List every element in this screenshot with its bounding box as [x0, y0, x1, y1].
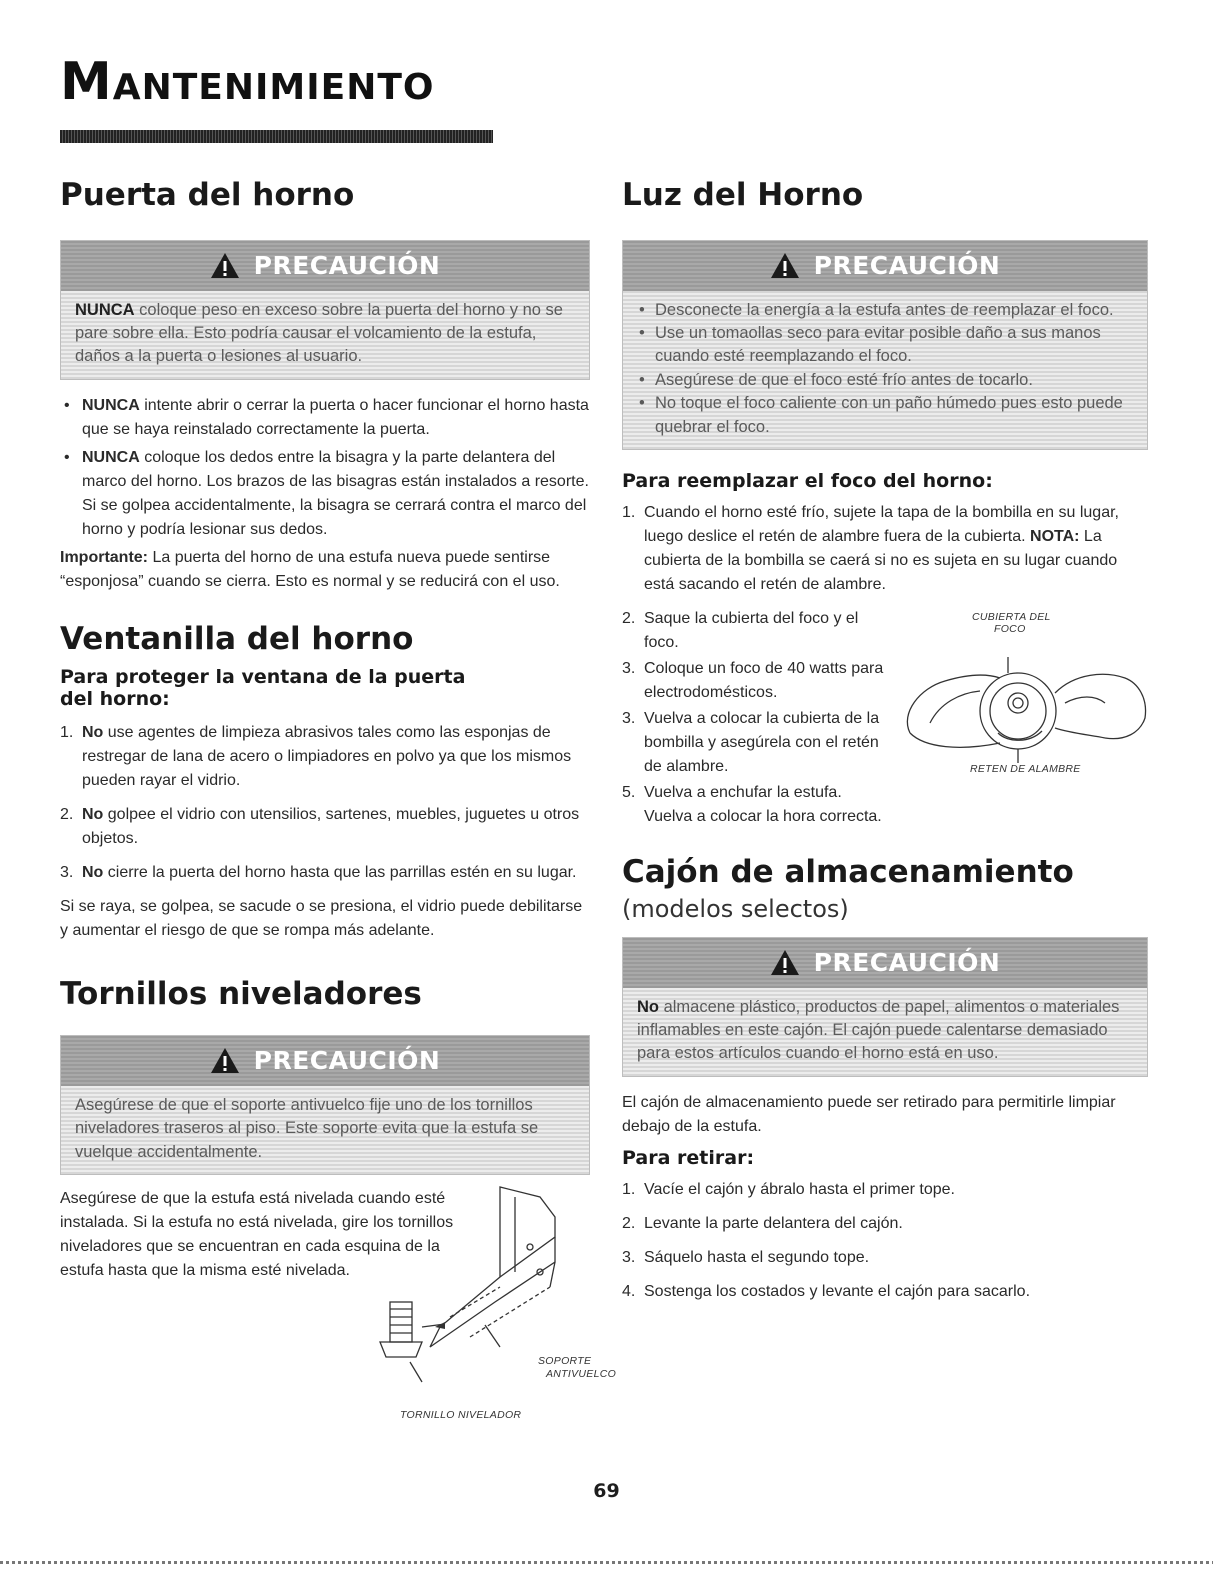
- step-text: golpee el vidrio con utensilios, sartenes, muebles, juguetes u otros objetos.: [82, 806, 580, 848]
- label-bulb-cover-line-2: FOCO: [994, 623, 1026, 636]
- step-text: Sostenga los costados y levante el cajón para sacarlo.: [644, 1282, 1031, 1300]
- step-lead: No: [82, 864, 104, 882]
- step-text: use agentes de limpieza abrasivos tales como las esponjas de restregar de lana de acero o limpiadores en polvo ya que los mismos pueden rayar el vidrio.: [82, 724, 572, 790]
- caution-label: PRECAUCIÓN: [813, 251, 1001, 281]
- cajon-subtitle: (modelos selectos): [622, 894, 849, 923]
- note-text: La puerta del horno de una estufa nueva puede sentirse “esponjosa” cuando se cierra. Esto es normal y se reducirá con el uso.: [60, 548, 560, 590]
- caution-label: PRECAUCIÓN: [253, 251, 441, 281]
- step-text: Coloque un foco de 40 watts para electrodomésticos.: [644, 659, 884, 701]
- left-column: [60, 177, 617, 1422]
- list-item: [60, 721, 590, 793]
- caution-header: [623, 241, 1147, 291]
- step-text: Levante la parte delantera del cajón.: [644, 1214, 903, 1232]
- warning-icon: [210, 252, 240, 279]
- caution-box-tornillos: [60, 1035, 590, 1175]
- step-number: 3.: [622, 659, 636, 677]
- step-text: Vuelva a enchufar la estufa. Vuelva a colocar la hora correcta.: [644, 783, 882, 825]
- list-item: [622, 1178, 1148, 1202]
- caution-label: PRECAUCIÓN: [813, 948, 1001, 978]
- caution-header: [623, 938, 1147, 988]
- step-number: 2.: [622, 1214, 636, 1232]
- luz-steps-continued: [622, 607, 892, 829]
- note-lead: Importante:: [60, 548, 148, 566]
- list-item: [60, 803, 590, 851]
- step-text: Saque la cubierta del foco y el foco.: [644, 609, 859, 651]
- bullet-text: coloque los dedos entre la bisagra y la parte delantera del marco del horno. Los brazos de las bisagras están instalados a resorte. Si se golpea accidentalmente, la bisagra se cerrará contra el marco del horno y podría lesionar sus dedos.: [82, 448, 589, 538]
- caution-text: [623, 291, 1147, 450]
- subheading-luz: Para reemplazar el foco del horno:: [622, 470, 993, 493]
- section-title-cajon: Cajón de almacenamiento: [622, 853, 1074, 890]
- step-number: 2.: [60, 806, 74, 824]
- caution-box-puerta: [60, 240, 590, 380]
- caution-body-text: coloque peso en exceso sobre la puerta del horno y no se pare sobre ella. Esto podría causar el volcamiento de la estufa, daños a la puerta o lesiones al usuario.: [75, 300, 563, 366]
- step-number: 3.: [60, 864, 74, 882]
- subheading-cajon: Para retirar:: [622, 1146, 755, 1169]
- bottom-rule: [0, 1561, 1213, 1564]
- tornillos-body: Asegúrese de que la estufa está nivelada cuando esté instalada. Si la estufa no está nivelada, gire los tornillos niveladores que se encuentran en cada esquina de la estufa hasta que la misma esté nivelada.: [60, 1190, 454, 1280]
- label-bulb-cover-line-1: CUBIERTA DEL: [972, 610, 1051, 623]
- list-item: • Use un tomaollas seco para evitar posible daño a sus manos cuando esté reemplazando el foco.: [637, 322, 1133, 369]
- list-item: • No toque el foco caliente con un paño húmedo pues esto puede quebrar el foco.: [637, 392, 1133, 439]
- step-text: Cuando el horno esté frío, sujete la tapa de la bombilla en su lugar, luego deslice el retén de alambre fuera de la cubierta.: [644, 503, 1119, 545]
- caution-lead: No: [637, 997, 659, 1016]
- page-title: Mantenimiento: [60, 52, 435, 112]
- step-number: 4.: [622, 1282, 636, 1300]
- caution-list: [637, 299, 1133, 440]
- step-number: 1.: [622, 1180, 636, 1198]
- bullet-lead: NUNCA: [82, 448, 140, 466]
- list-item: [622, 657, 892, 705]
- ventanilla-closing: Si se raya, se golpea, se sacude o se presiona, el vidrio puede debilitarse y aumentar el riesgo de que se rompa más adelante.: [60, 898, 583, 940]
- title-rule: [60, 130, 493, 143]
- important-note: [60, 546, 590, 594]
- ventanilla-steps: [60, 721, 590, 885]
- caution-text: Asegúrese de que el soporte antivuelco fije uno de los tornillos niveladores traseros al piso. Este soporte evita que la estufa se vuelque accidentalmente.: [75, 1095, 539, 1161]
- step-lead: No: [82, 724, 104, 742]
- right-column: [622, 178, 1148, 1314]
- list-item: [622, 707, 892, 779]
- list-item: [622, 1212, 1148, 1236]
- bulb-replacement-illustration: [890, 633, 1150, 763]
- caution-text: [623, 988, 1147, 1076]
- label-wire-retainer: RETEN DE ALAMBRE: [970, 762, 1081, 775]
- caution-lead: NUNCA: [75, 300, 135, 319]
- list-item: [622, 501, 1148, 597]
- page-number: 69: [593, 1480, 620, 1502]
- step-text: Vacíe el cajón y ábralo hasta el primer tope.: [644, 1180, 955, 1198]
- label-bracket-line-1: SOPORTE: [538, 1355, 592, 1368]
- step-number: 5.: [622, 783, 636, 801]
- caution-text: [61, 291, 589, 379]
- step-text: cierre la puerta del horno hasta que las parrillas estén en su lugar.: [103, 864, 577, 882]
- caution-box-luz: [622, 240, 1148, 451]
- step-number: 3.: [622, 1248, 636, 1266]
- list-item: [60, 446, 590, 542]
- label-bracket: [522, 1355, 616, 1380]
- list-item: [622, 1280, 1148, 1304]
- list-item: • Desconecte la energía a la estufa antes de reemplazar el foco.: [637, 299, 1133, 322]
- step-note-text: La cubierta de la bombilla se caerá si no es sujeta en su lugar cuando está sacando el retén de alambre.: [644, 527, 1118, 593]
- tornillos-figure-area: [60, 1187, 617, 1422]
- list-item: [622, 781, 892, 829]
- puerta-bullets: [60, 394, 590, 542]
- cajon-body: El cajón de almacenamiento puede ser retirado para permitirle limpiar debajo de la estufa.: [622, 1093, 1116, 1135]
- luz-steps: [622, 501, 1148, 597]
- section-title-puerta: Puerta del horno: [60, 177, 355, 213]
- cajon-steps: [622, 1178, 1148, 1304]
- list-item: • Asegúrese de que el foco esté frío antes de tocarlo.: [637, 369, 1133, 392]
- warning-icon: [770, 949, 800, 976]
- step-text: Vuelva a colocar la cubierta de la bombilla y asegúrela con el retén de alambre.: [644, 709, 880, 775]
- step-lead: No: [82, 806, 104, 824]
- step-text: Sáquelo hasta el segundo tope.: [644, 1248, 870, 1266]
- step-number: 1.: [622, 503, 636, 521]
- caution-body-text: almacene plástico, productos de papel, alimentos o materiales inflamables en este cajón. El cajón puede calentarse demasiado para estos artículos cuando el horno está en uso.: [637, 997, 1120, 1063]
- step-number: 2.: [622, 609, 636, 627]
- caution-box-cajon: [622, 937, 1148, 1077]
- section-title-luz: Luz del Horno: [622, 177, 864, 213]
- subheading-ventanilla: Para proteger la ventana de la puerta del horno:: [60, 665, 466, 711]
- list-item: [622, 607, 892, 655]
- warning-icon: [210, 1047, 240, 1074]
- list-item: [60, 394, 590, 442]
- section-title-tornillos: Tornillos niveladores: [60, 976, 422, 1013]
- step-note-lead: NOTA:: [1030, 527, 1080, 545]
- label-bracket-line-2: ANTIVUELCO: [546, 1367, 617, 1380]
- caution-header: [61, 241, 589, 291]
- caution-label: PRECAUCIÓN: [253, 1046, 441, 1076]
- warning-icon: [770, 252, 800, 279]
- bullet-text: intente abrir o cerrar la puerta o hacer funcionar el horno hasta que se haya reinstalado correctamente la puerta.: [82, 396, 589, 438]
- list-item: [60, 861, 590, 885]
- step-number: 3.: [622, 709, 636, 727]
- section-title-ventanilla: Ventanilla del horno: [60, 620, 414, 657]
- label-bulb-cover: [972, 611, 1051, 635]
- list-item: [622, 1246, 1148, 1270]
- caution-header: [61, 1036, 589, 1086]
- luz-figure-area: [622, 607, 1148, 827]
- bullet-lead: NUNCA: [82, 396, 140, 414]
- label-screw: TORNILLO NIVELADOR: [400, 1409, 522, 1422]
- step-number: 1.: [60, 724, 74, 742]
